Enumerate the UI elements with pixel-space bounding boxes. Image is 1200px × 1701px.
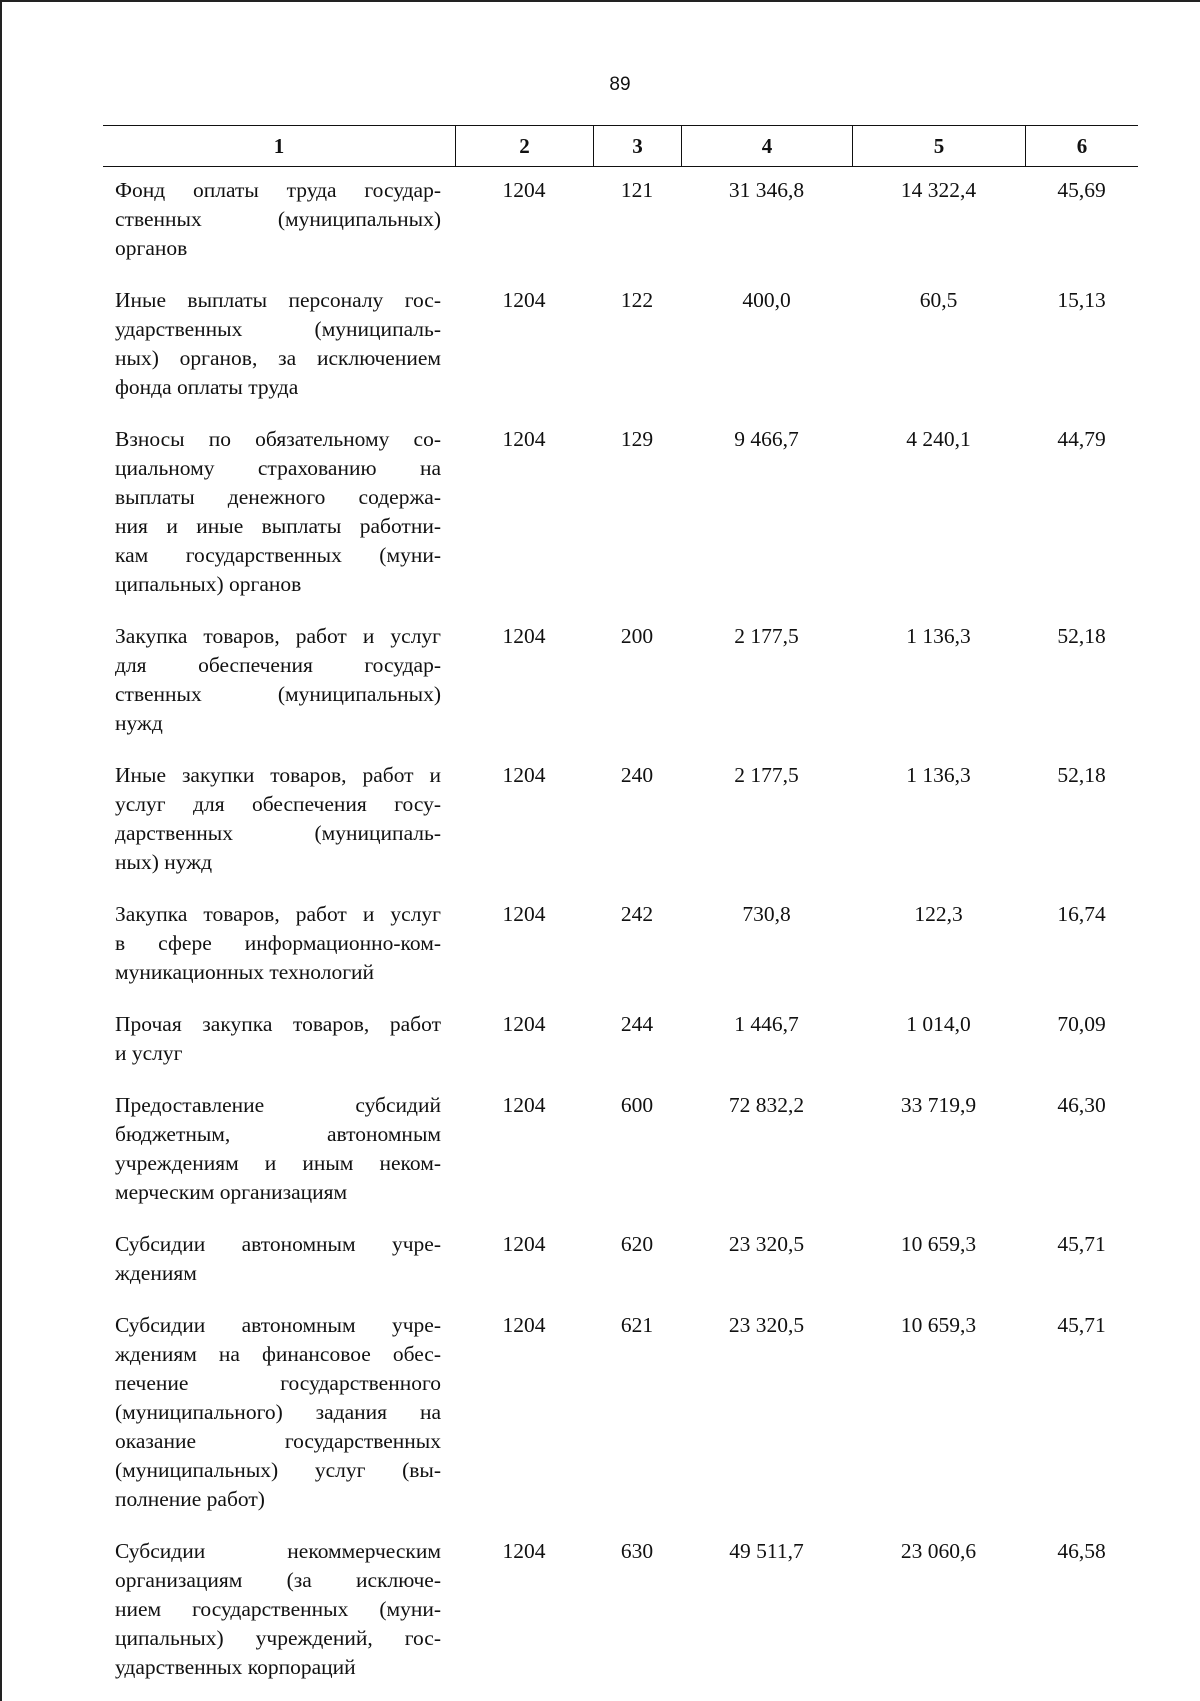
row-name-line: мерческим организациям: [115, 1180, 348, 1204]
row-name-line: ударственных корпораций: [115, 1655, 356, 1679]
row-name-cell: [103, 1001, 455, 1082]
execution-percent: 70,09: [1057, 1012, 1106, 1036]
row-name-cell: [103, 1302, 455, 1528]
row-name-cell: [103, 416, 455, 613]
row-name-cell: [103, 1082, 455, 1221]
scan-edge-left: [0, 0, 2, 1701]
section-code: 1204: [502, 288, 546, 312]
row-name-line: Субсидии автономным учре-: [115, 1232, 441, 1256]
executed-amount: 10 659,3: [900, 1313, 977, 1337]
executed-amount: 33 719,9: [900, 1093, 977, 1117]
row-name-line: дарственных (муниципаль-: [115, 821, 441, 845]
row-name-line: Закупка товаров, работ и услуг: [115, 624, 441, 648]
header-col-5: 5: [852, 126, 1025, 166]
execution-percent: 44,79: [1057, 427, 1106, 451]
row-name-line: Иные выплаты персоналу гос-: [115, 288, 441, 312]
executed-amount: 4 240,1: [906, 427, 971, 451]
row-name-line: ждениям на финансовое обес-: [115, 1342, 441, 1366]
row-name-line: ждениям: [115, 1261, 197, 1285]
execution-percent: 52,18: [1057, 624, 1106, 648]
row-name-line: печение государственного: [115, 1371, 441, 1395]
row-name-line: Взносы по обязательному со-: [115, 427, 441, 451]
header-col-2: 2: [455, 126, 593, 166]
row-name-line: ударственных (муниципаль-: [115, 317, 441, 341]
row-name-line: ственных (муниципальных): [115, 207, 441, 231]
scan-edge-top: [0, 0, 1200, 2]
row-name-line: услуг для обеспечения госу-: [115, 792, 441, 816]
expense-type-code: 121: [620, 178, 654, 202]
table-row: [103, 1082, 1138, 1221]
header-col-3: 3: [593, 126, 681, 166]
row-name-cell: [103, 613, 455, 752]
row-name-line: Субсидии автономным учре-: [115, 1313, 441, 1337]
planned-amount: 1 446,7: [734, 1012, 799, 1036]
executed-amount: 1 136,3: [906, 624, 971, 648]
table-row: [103, 1302, 1138, 1528]
executed-amount: 14 322,4: [900, 178, 977, 202]
planned-amount: 2 177,5: [734, 763, 799, 787]
row-name-line: нужд: [115, 711, 163, 735]
expense-type-code: 122: [620, 288, 654, 312]
row-name-line: Закупка товаров, работ и услуг: [115, 902, 441, 926]
executed-amount: 60,5: [919, 288, 958, 312]
row-name-line: учреждениям и иным неком-: [115, 1151, 441, 1175]
execution-percent: 46,30: [1057, 1093, 1106, 1117]
table-header: [103, 125, 1138, 167]
row-name-cell: [103, 167, 455, 277]
row-name-line: полнение работ): [115, 1487, 265, 1511]
expense-type-code: 630: [620, 1539, 654, 1563]
section-code: 1204: [502, 1313, 546, 1337]
execution-percent: 15,13: [1057, 288, 1106, 312]
planned-amount: 72 832,2: [728, 1093, 805, 1117]
row-name-line: ных) органов, за исключением: [115, 346, 441, 370]
section-code: 1204: [502, 1232, 546, 1256]
expense-type-code: 244: [620, 1012, 654, 1036]
row-name-line: Фонд оплаты труда государ-: [115, 178, 441, 202]
planned-amount: 31 346,8: [728, 178, 805, 202]
section-code: 1204: [502, 763, 546, 787]
page-number: 89: [609, 74, 631, 95]
executed-amount: 10 659,3: [900, 1232, 977, 1256]
section-code: 1204: [502, 1539, 546, 1563]
row-name-line: Иные закупки товаров, работ и: [115, 763, 441, 787]
row-name-line: Предоставление субсидий: [115, 1093, 441, 1117]
expense-type-code: 621: [620, 1313, 654, 1337]
row-name-cell: [103, 1221, 455, 1302]
execution-percent: 45,71: [1057, 1313, 1106, 1337]
planned-amount: 400,0: [742, 288, 791, 312]
section-code: 1204: [502, 178, 546, 202]
header-col-6: 6: [1025, 126, 1138, 166]
row-name-cell: [103, 277, 455, 416]
table-row: [103, 1528, 1138, 1696]
row-name-line: органов: [115, 236, 188, 260]
row-name-line: фонда оплаты труда: [115, 375, 299, 399]
row-name-line: оказание государственных: [115, 1429, 441, 1453]
row-name-line: ния и иные выплаты работни-: [115, 514, 441, 538]
table-row: [103, 1221, 1138, 1302]
row-name-line: ственных (муниципальных): [115, 682, 441, 706]
execution-percent: 52,18: [1057, 763, 1106, 787]
execution-percent: 45,71: [1057, 1232, 1106, 1256]
row-name-cell: [103, 1528, 455, 1696]
row-name-line: муникационных технологий: [115, 960, 375, 984]
section-code: 1204: [502, 624, 546, 648]
table-row: [103, 752, 1138, 891]
executed-amount: 23 060,6: [900, 1539, 977, 1563]
row-name-line: для обеспечения государ-: [115, 653, 441, 677]
row-name-line: кам государственных (муни-: [115, 543, 441, 567]
section-code: 1204: [502, 902, 546, 926]
section-code: 1204: [502, 1012, 546, 1036]
table-row: [103, 613, 1138, 752]
expense-type-code: 600: [620, 1093, 654, 1117]
header-col-1: 1: [273, 133, 285, 158]
planned-amount: 49 511,7: [729, 1539, 804, 1563]
row-name-line: (муниципального) задания на: [115, 1400, 441, 1424]
planned-amount: 23 320,5: [728, 1232, 805, 1256]
section-code: 1204: [502, 427, 546, 451]
execution-percent: 16,74: [1057, 902, 1106, 926]
table-row: [103, 891, 1138, 1001]
expense-type-code: 620: [620, 1232, 654, 1256]
section-code: 1204: [502, 1093, 546, 1117]
budget-table: [103, 125, 1138, 1696]
header-col-4: 4: [681, 126, 852, 166]
table-row: [103, 1001, 1138, 1082]
row-name-line: выплаты денежного содержа-: [115, 485, 441, 509]
row-name-line: циальному страхованию на: [115, 456, 441, 480]
row-name-cell: [103, 891, 455, 1001]
execution-percent: 45,69: [1057, 178, 1106, 202]
row-name-line: (муниципальных) услуг (вы-: [115, 1458, 441, 1482]
row-name-cell: [103, 752, 455, 891]
executed-amount: 122,3: [914, 902, 963, 926]
expense-type-code: 129: [620, 427, 654, 451]
row-name-line: нием государственных (муни-: [115, 1597, 441, 1621]
row-name-line: и услуг: [115, 1041, 183, 1065]
table-row: [103, 277, 1138, 416]
row-name-line: ципальных) учреждений, гос-: [115, 1626, 441, 1650]
execution-percent: 46,58: [1057, 1539, 1106, 1563]
executed-amount: 1 014,0: [906, 1012, 971, 1036]
row-name-line: ных) нужд: [115, 850, 213, 874]
expense-type-code: 242: [620, 902, 654, 926]
planned-amount: 730,8: [742, 902, 791, 926]
table-row: [103, 167, 1138, 277]
row-name-line: Прочая закупка товаров, работ: [115, 1012, 441, 1036]
executed-amount: 1 136,3: [906, 763, 971, 787]
row-name-line: организациям (за исключе-: [115, 1568, 441, 1592]
planned-amount: 23 320,5: [728, 1313, 805, 1337]
row-name-line: в сфере информационно-ком-: [115, 931, 441, 955]
table-body: [103, 167, 1138, 1696]
expense-type-code: 200: [620, 624, 654, 648]
row-name-line: бюджетным, автономным: [115, 1122, 441, 1146]
row-name-line: Субсидии некоммерческим: [115, 1539, 441, 1563]
row-name-line: ципальных) органов: [115, 572, 302, 596]
expense-type-code: 240: [620, 763, 654, 787]
planned-amount: 2 177,5: [734, 624, 799, 648]
planned-amount: 9 466,7: [734, 427, 799, 451]
table-row: [103, 416, 1138, 613]
